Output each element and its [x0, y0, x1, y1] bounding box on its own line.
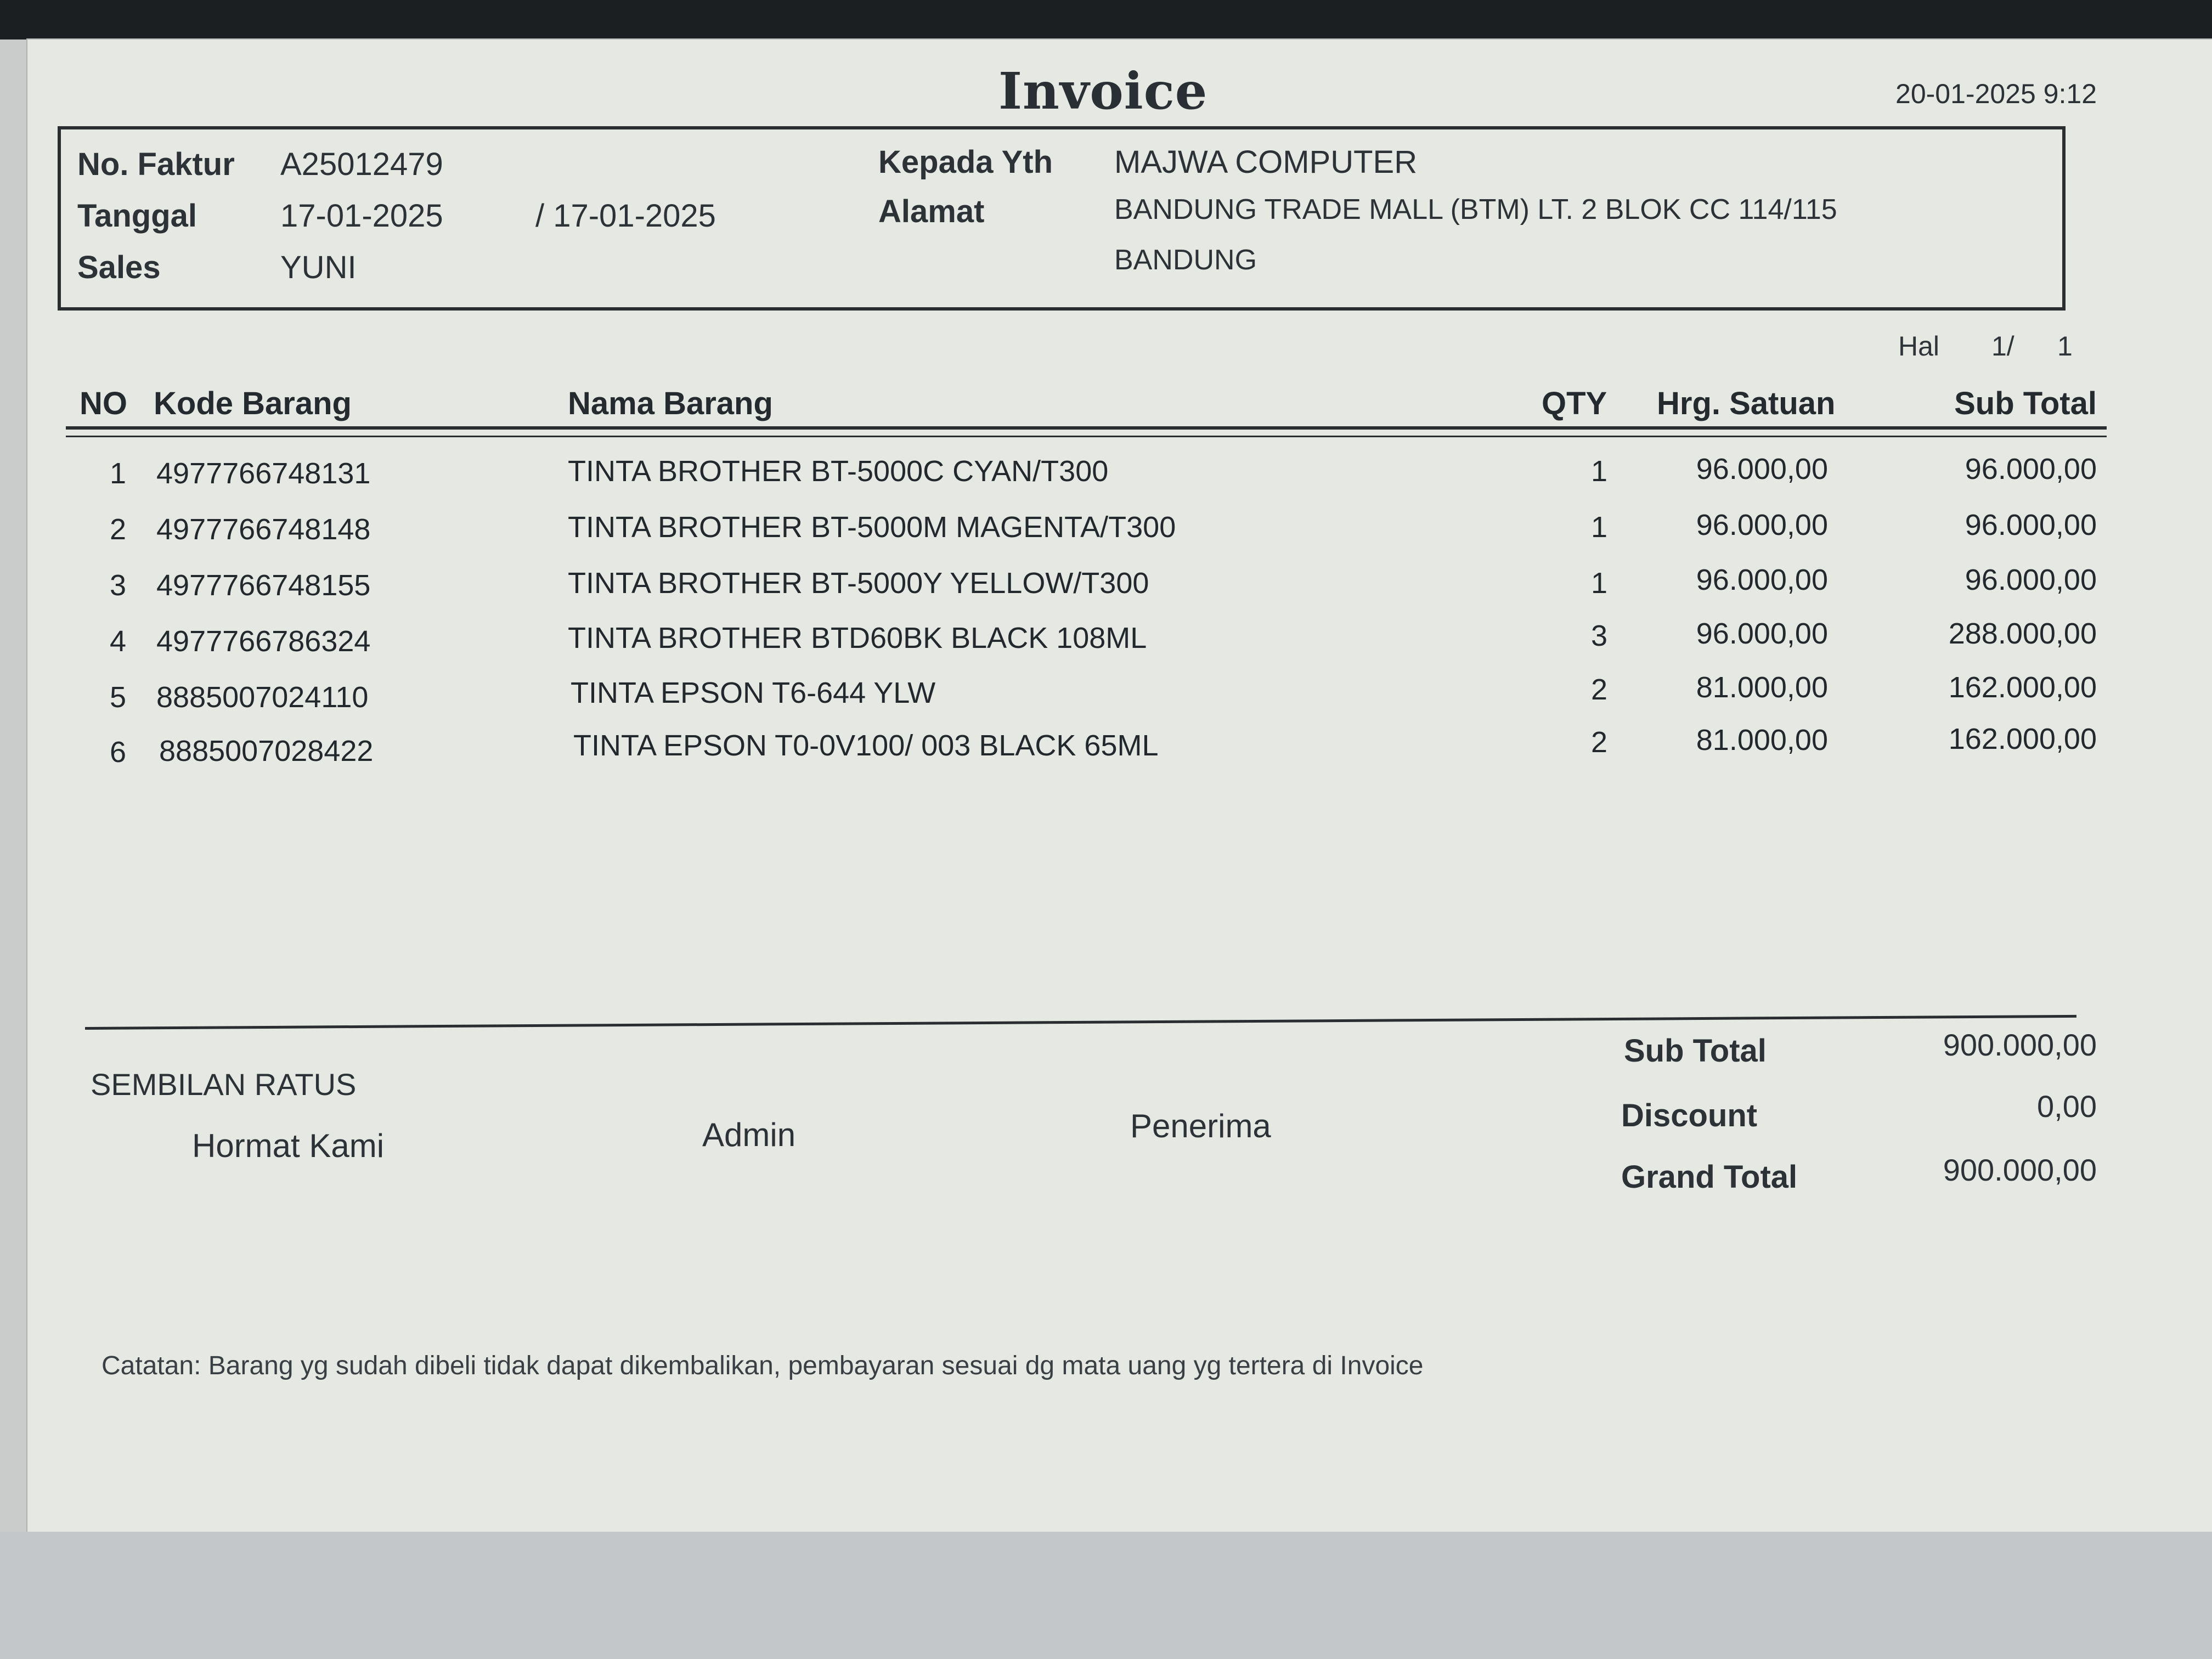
row-nama: TINTA EPSON T6-644 YLW — [571, 676, 936, 709]
row-nama: TINTA BROTHER BTD60BK BLACK 108ML — [568, 622, 1147, 654]
no-faktur-label: No. Faktur — [77, 146, 235, 182]
discount-label: Discount — [1621, 1098, 1758, 1133]
tanggal-label: Tanggal — [77, 198, 198, 234]
header-rule-top — [66, 426, 2107, 430]
footer-rule — [85, 1015, 2076, 1030]
page-total: 1 — [2057, 331, 2073, 362]
row-subtotal: 96.000,00 — [1965, 509, 2097, 541]
row-kode: 8885007028422 — [159, 735, 374, 768]
row-subtotal: 96.000,00 — [1965, 453, 2097, 486]
col-header-kode: Kode Barang — [154, 386, 352, 421]
row-subtotal: 162.000,00 — [1948, 723, 2097, 755]
row-qty: 2 — [1591, 673, 1608, 706]
subtotal-value: 900.000,00 — [1943, 1028, 2097, 1062]
invoice-title: Invoice — [998, 61, 1208, 121]
invoice-document — [27, 40, 2212, 1532]
row-harga: 81.000,00 — [1696, 671, 1828, 704]
alamat-line-1: BANDUNG TRADE MALL (BTM) LT. 2 BLOK CC 114/115 — [1114, 194, 1837, 225]
row-kode: 4977766748131 — [156, 457, 371, 490]
row-nama: TINTA EPSON T0-0V100/ 003 BLACK 65ML — [573, 729, 1159, 762]
desk-background — [0, 1532, 2212, 1659]
row-harga: 96.000,00 — [1696, 509, 1828, 541]
grand-total-value: 900.000,00 — [1943, 1153, 2097, 1187]
subtotal-label: Sub Total — [1624, 1033, 1767, 1069]
tanggal-jatuh-tempo: / 17-01-2025 — [535, 198, 716, 234]
row-qty: 1 — [1591, 567, 1608, 600]
row-subtotal: 162.000,00 — [1948, 671, 2097, 704]
row-qty: 1 — [1591, 455, 1608, 488]
monitor-bezel — [0, 0, 2212, 40]
row-qty: 2 — [1591, 726, 1608, 759]
row-no: 4 — [110, 625, 127, 658]
kepada-label: Kepada Yth — [878, 144, 1053, 180]
row-harga: 96.000,00 — [1696, 453, 1828, 486]
col-header-qty: QTY — [1542, 386, 1607, 421]
invoice-header-box — [58, 126, 2066, 311]
print-datetime: 20-01-2025 9:12 — [1895, 78, 2097, 109]
header-rule-bottom — [66, 436, 2107, 437]
signature-admin: Admin — [702, 1116, 796, 1153]
alamat-label: Alamat — [878, 194, 985, 229]
row-subtotal: 288.000,00 — [1948, 617, 2097, 650]
row-no: 1 — [110, 457, 127, 490]
page-label: Hal — [1898, 331, 1940, 362]
row-kode: 8885007024110 — [156, 681, 369, 714]
col-header-nama: Nama Barang — [568, 386, 773, 421]
grand-total-label: Grand Total — [1621, 1159, 1798, 1195]
row-kode: 4977766748148 — [156, 513, 371, 546]
row-no: 6 — [110, 736, 127, 769]
row-kode: 4977766748155 — [156, 569, 371, 602]
row-qty: 1 — [1591, 511, 1608, 544]
discount-value: 0,00 — [2037, 1089, 2097, 1124]
kepada-value: MAJWA COMPUTER — [1114, 144, 1418, 180]
row-harga: 96.000,00 — [1696, 617, 1828, 650]
col-header-harga: Hrg. Satuan — [1657, 386, 1836, 421]
signature-penerima: Penerima — [1130, 1108, 1271, 1144]
col-header-subtotal: Sub Total — [1954, 386, 2097, 421]
amount-in-words: SEMBILAN RATUS — [91, 1067, 357, 1102]
row-harga: 81.000,00 — [1696, 724, 1828, 757]
row-harga: 96.000,00 — [1696, 563, 1828, 596]
row-subtotal: 96.000,00 — [1965, 563, 2097, 596]
signature-hormat-kami: Hormat Kami — [192, 1127, 385, 1164]
row-nama: TINTA BROTHER BT-5000C CYAN/T300 — [568, 455, 1109, 488]
col-header-no: NO — [80, 386, 127, 421]
row-kode: 4977766786324 — [156, 625, 371, 658]
row-qty: 3 — [1591, 619, 1608, 652]
row-no: 3 — [110, 569, 127, 602]
row-nama: TINTA BROTHER BT-5000Y YELLOW/T300 — [568, 567, 1149, 600]
sales-value: YUNI — [280, 250, 357, 285]
row-no: 2 — [110, 513, 127, 546]
no-faktur-value: A25012479 — [280, 146, 443, 182]
invoice-note: Catatan: Barang yg sudah dibeli tidak dapat dikembalikan, pembayaran sesuai dg mata uang yg tertera di Invoice — [101, 1351, 1424, 1380]
row-no: 5 — [110, 681, 127, 714]
row-nama: TINTA BROTHER BT-5000M MAGENTA/T300 — [568, 511, 1176, 544]
sales-label: Sales — [77, 250, 161, 285]
alamat-line-2: BANDUNG — [1114, 244, 1257, 276]
page-current: 1/ — [1991, 331, 2015, 362]
tanggal-value: 17-01-2025 — [280, 198, 443, 234]
